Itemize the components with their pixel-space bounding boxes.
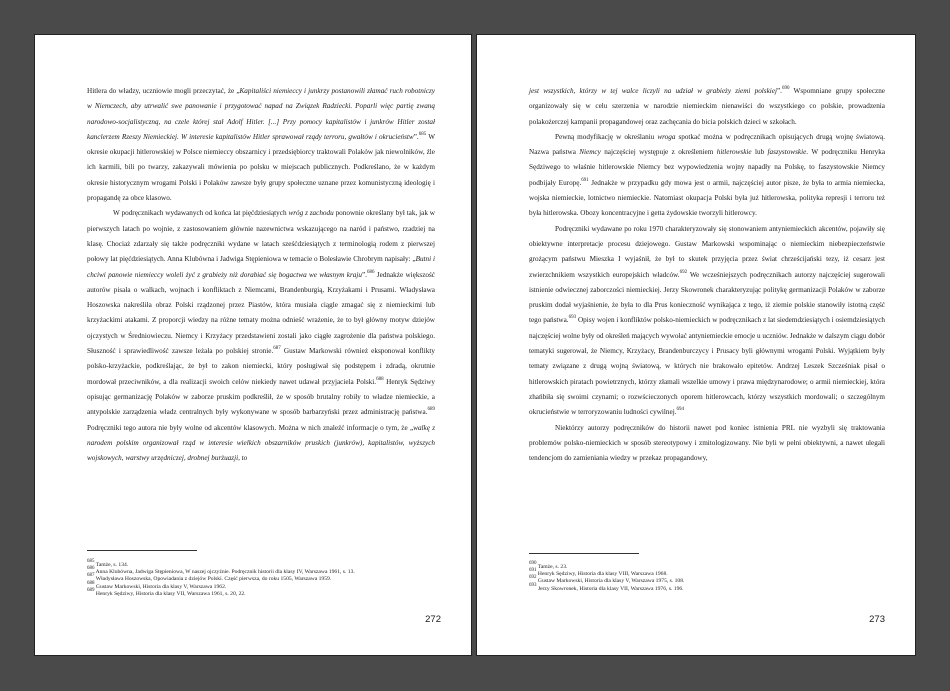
italic-quote: walkę z narodem polskim organizował rząd w interesie wielkich obszarników pruskich (junkrów), kapitalistów, wyższych wojskowych, warstwy urzędniczej, drobnej burżuazji, to <box>87 423 435 463</box>
footnote-number: 685 <box>87 559 95 564</box>
footnote <box>87 587 435 598</box>
right-body-text <box>529 84 885 466</box>
text-run: W podręcznikach wydawanych od końca lat pięćdziesiątych <box>113 209 289 218</box>
footnote <box>529 575 879 585</box>
footnote-number: 686 <box>87 566 95 572</box>
footnote-number: 690 <box>529 561 537 566</box>
text-run: spotkać można w podręcznikach opisujących drugą wojnę światową. Nazwa państwa <box>529 132 886 157</box>
left-page <box>34 34 472 656</box>
italic-quote: Kapitaliści niemieccy i junkrzy postanowili złamać ruch robotniczy w Niemczech, aby utrwalić swe panowanie i przygotować napad na Związek Radziecki. Poparli więc partię zwaną narodowo-socjalistyczną, na czele której stał Adolf Hitler. [...] Przy pomocy kapitalistów i junkrów Hitler został kanclerzem Rzeszy Niemieckiej. W interesie kapitalistów Hitler sprawował rządy terroru, gwałtów i okrucieństw <box>87 87 435 141</box>
footnote-text: Władysława Hoszowska, Opowiadania z dziejów Polski. Część pierwsza, do roku 1505, Warszawa 1959. <box>94 576 332 583</box>
text-run: ponownie określany był tak, jak w pierwszych latach po wojnie, z zastosowaniem głównie nazewnictwa wskazującego na naród i państwo, rzadziej na klasę. Chociaż zdarzały się także podręczniki wydane w latach sześćdziesiątych z terminologią rodem z pierwszej połowy lat pięćdziesiątych. Anna Klubówna i Jadwiga Stępieniowa w temacie o Bolesławie Chrobrym napisały: „ <box>87 209 435 264</box>
text-run: W okresie okupacji hitlerowskiej w Polsce niemieccy obszarnicy i przedsiębiorcy traktowali Polaków jak niewolników, źle ich karmili, bili po twarzy, zakazywali mówienia po polsku w miejscach publicznych. Podkreślano, że w każdym okresie historycznym wrogami Polski i Polaków zawsze były grupy społeczne uznane przez komunistyczną ideologię i propagandę za obce klasowo. <box>87 132 436 203</box>
page-number: 272 <box>425 614 441 625</box>
italic-quote: wróg z zachodu <box>288 209 334 218</box>
footnote-text: Tamże, s. 23. <box>536 564 568 570</box>
footnote <box>87 573 435 583</box>
text-run: ”. <box>776 87 782 95</box>
text-run: Wspomniane grupy społeczne organizowały się w celu szerzenia w narodzie niemieckim nienawiści do wszystkiego co polskie, prowadzenia polakożerczej kampanii propagandowej oraz zachęcania do bicia polskich dzieci w szkołach. <box>529 87 885 126</box>
text-run: Podręczniki wydawane po roku 1970 charakteryzowały się stonowaniem antyniemieckich akcentów, pojawiły się obiektywne interpretacje procesu dziejowego. Gustaw Markowski wspominając o niemieckim niebezpieczeństwie grożącym państwu Mieszka I wyjaśnił, że był to skutek przyjęcia przez świat chrześcijański tezy, iż cesarz jest zwierzchnikiem wszystkich europejskich władców. <box>529 224 885 279</box>
footnote-ref: 689 <box>427 407 435 413</box>
italic-quote: faszystowskie <box>767 148 807 157</box>
italic-quote: jest wszystkich, którzy w tej walce liczyli na udział w grabieży ziemi polskiej <box>529 87 777 95</box>
text-run: lub <box>751 148 768 157</box>
text-run: Gustaw Markowski również eksponował konflikty polsko-krzyżackie, podkreślając, że był to zakon niemiecki, który posługiwał się podstępem i zdradą, okrutnie mordował przeciwników, a dla realizacji swoich celów niekiedy nawet udawał przyjaciela Polski. <box>87 347 435 386</box>
footnote-ref: 692 <box>679 269 688 275</box>
footnote-ref: 685 <box>418 131 427 137</box>
footnote-text: Anna Klubówna, Jadwiga Stępieniowa, W naszej ojczyźnie. Podręcznik historii dla klasy IV, Warszawa 1961, s. 13. <box>94 569 355 576</box>
paragraph <box>87 84 435 206</box>
text-run: Jednakże większość autorów pisała o walkach, wojnach i konfliktach z Niemcami, Brandenburgią, Krzyżakami i Prusami. Władysława Hoszowska nakreśliła obraz Polski rządzonej przez Piastów, która musiała ciągle zmagać się z niemieckimi lub krzyżackimi atakami. Z proporcji wiedzy na różne tematy można odnieść wrażenie, że to był główny motyw dziejów ojczystych w Średniowieczu. Niemcy i Krzyżacy przedstawieni zostali jako ciągłe zagrożenie dla państwa polskiego. Słuszność i sprawiedliwość zawsze leżała po polskiej stronie. <box>87 270 435 356</box>
text-run: ”. <box>413 132 419 141</box>
footnote-text: Henryk Sędziwy, Historia dla klasy VIII, Warszawa 1968. <box>536 571 668 578</box>
italic-quote: hitlerowskie <box>716 148 752 157</box>
footnote <box>529 582 879 593</box>
footnote-ref: 687 <box>273 346 281 352</box>
text-run: Hitlera do władzy, uczniowie mogli przeczytać, że „ <box>87 87 240 95</box>
footnote <box>87 580 435 591</box>
footnote-separator <box>529 553 639 554</box>
footnote-text: Jerzy Skowronek, Historia dla klasy VII, Warszawa 1976, s. 196. <box>536 585 684 592</box>
footnote-ref: 693 <box>568 315 577 321</box>
text-run: Henryk Sędziwy opisując germanizację Polaków w zaborze pruskim podkreślił, że w sposób brutalny robiły to władze niemieckie, a antypolskie zarządzenia władz centralnych były wykonywane w sposób barbarzyński przez administrację państwa. <box>87 377 435 417</box>
paragraph <box>529 222 885 421</box>
footnote-text: Henryk Sędziwy, Historia dla klasy VII, Warszawa 1961, s. 20, 22. <box>94 590 246 597</box>
text-run: ”. <box>361 270 367 279</box>
page-number: 273 <box>869 614 885 625</box>
footnote-ref: 688 <box>376 376 384 382</box>
right-page <box>476 34 916 656</box>
text-run: Jednakże w przypadku gdy mowa jest o armii, najczęściej autor pisze, że była to armia niemiecka, wojska niemieckie, lotnictwo niemieckie. Natomiast okupacja Polski była już hitlerowska, polityka represji i terroru też była hitlerowska. Obozy koncentracyjne i getta żydowskie tworzyli hitlerowcy. <box>529 178 885 218</box>
footnote-number: 692 <box>529 575 537 581</box>
italic-quote: wroga <box>657 132 676 141</box>
footnote-text: Gustaw Markowski, Historia dla klasy V, Warszawa 1962. <box>94 583 227 590</box>
footnote-ref: 691 <box>581 177 589 183</box>
text-run: . W podręczniku Henryka Sędziwego to właśnie hitlerowskie Niemcy bez wypowiedzenia wojny napadły na Polskę, to faszystowskie Niemcy podbijały Europę. <box>529 148 886 187</box>
text-run: Opisy wojen i konfliktów polsko-niemieckich w podręcznikach z lat siedemdziesiątych i osiemdziesiątych najczęściej wolne były od określeń mających wywołać antyniemieckie emocje u uczniów. Jednakże w dalszym ciągu dobór tematyki sugerował, że Niemcy, Krzyżacy, Brandenburczycy i Prusacy byli głównymi wrogami Polski. Wyjątkiem były tematy związane z drugą wojną światową, w których nie brakowało epitetów. Andrzej Leszek Szcześniak pisał o hitlerowskich piratach powietrznych, którzy złamali wszelkie umowy i prawa międzynarodowe; o armii niemieckiej, która zhańbiła się swoimi czynami; o rozwścieczonych oporem hitlerowcach, którzy wszystkich mordowali; o szczególnym okrucieństwie w terroryzowaniu ludności cywilnej. <box>529 316 885 417</box>
footnote-number: 689 <box>87 587 95 593</box>
paragraph <box>87 206 435 466</box>
footnote-text: Gustaw Markowski, Historia dla klasy V, Warszawa 1975, s. 108. <box>536 578 685 585</box>
text-run: Podręczniki tego autora nie były wolne od akcentów klasowych. Można w nich znaleźć informacje o tym, że „ <box>87 423 414 432</box>
paragraph <box>529 421 885 467</box>
italic-quote: Butni i chciwi panowie niemieccy woleli żyć z grabieży niż dorabiać się bogactwa we własnym kraju <box>87 255 435 279</box>
right-footnotes <box>529 561 879 593</box>
text-run: Niektórzy autorzy podręczników do historii nawet pod koniec istnienia PRL nie wyzbyli się traktowania problemów polsko-niemieckich w sposób stereotypowy i zmitologizowany. Nie byli w pełni obiektywni, a nawet ulegali tendencjom do zamieniania wiedzy w przekaz propagandowy, <box>529 423 885 463</box>
footnote-text: Tamże, s. 134. <box>94 562 129 568</box>
italic-quote: Niemcy <box>579 148 601 157</box>
paragraph <box>529 84 885 130</box>
footnote-number: 687 <box>87 573 95 579</box>
left-footnotes <box>87 559 435 598</box>
footnote-ref: 686 <box>366 269 375 275</box>
footnote-ref: 690 <box>781 86 790 91</box>
text-run: najczęściej występuje z określeniem <box>600 148 717 157</box>
text-run: We wcześniejszych podręcznikach autorzy najczęściej sugerowali istnienie odwiecznej zaborczości niemieckiej. Jerzy Skowronek charakteryzując politykę germanizacji Polaków w zaborze pruskim dodał wyjaśnienie, że była to dla Prus konieczność wynikająca z tego, iż ziemie polskie stanowiły istotną część tego państwa. <box>529 270 885 325</box>
footnote-number: 693 <box>529 582 537 588</box>
text-run: Pewną modyfikację w określaniu <box>555 132 658 141</box>
footnote-ref: 694 <box>676 407 685 413</box>
footnote-number: 691 <box>529 568 537 574</box>
left-body-text <box>87 84 435 466</box>
footnote-separator <box>87 550 197 551</box>
paragraph <box>529 130 885 222</box>
footnote-number: 688 <box>87 580 95 586</box>
